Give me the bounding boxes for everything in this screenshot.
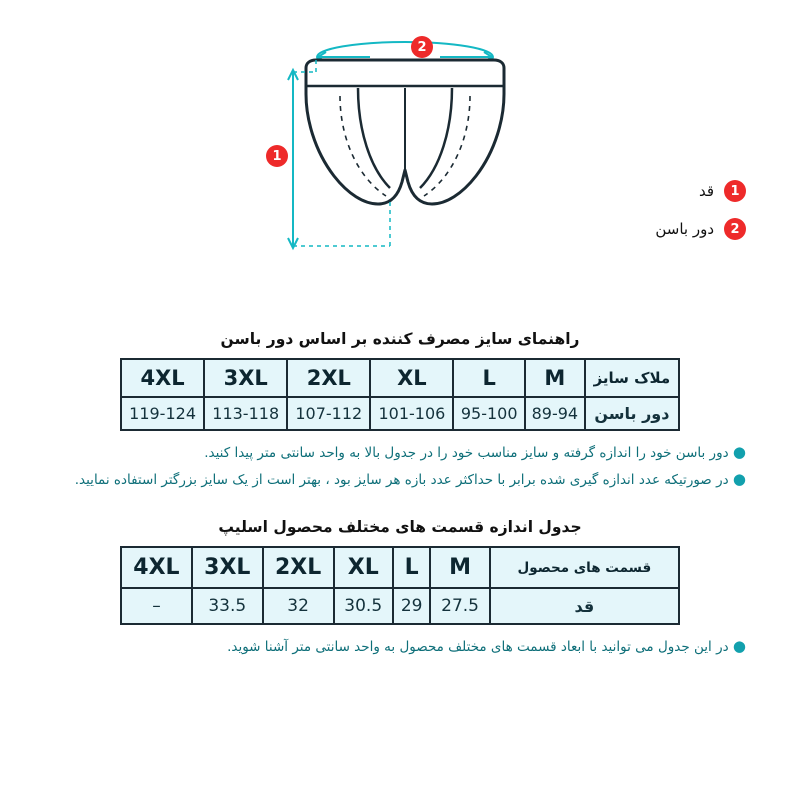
product-parts-title: جدول اندازه قسمت های مختلف محصول اسلیپ: [218, 518, 582, 537]
bullet-icon: ●: [732, 443, 746, 461]
table-row: [121, 397, 679, 430]
measurement-diagram: [0, 0, 800, 330]
length-value-2xl: 32: [263, 588, 334, 624]
hip-measure-label: دور باسن: [585, 397, 679, 430]
size-criteria-header: ملاک سایز: [585, 359, 679, 397]
legend-label-1: قد: [698, 182, 714, 200]
hip-value-l: 95-100: [453, 397, 524, 430]
size-col-xl: XL: [370, 359, 453, 397]
hip-value-4xl: 119-124: [121, 397, 204, 430]
parts-col-4xl: 4XL: [121, 547, 192, 588]
size-col-l: L: [453, 359, 524, 397]
length-value-3xl: 33.5: [192, 588, 263, 624]
length-value-m: 27.5: [430, 588, 489, 624]
legend-badge-1: 1: [724, 180, 746, 202]
product-parts-notes: [20, 625, 780, 660]
bullet-icon: ●: [732, 637, 746, 656]
size-guide-title: راهنمای سایز مصرف کننده بر اساس دور باسن: [220, 330, 580, 348]
size-col-2xl: 2XL: [287, 359, 370, 397]
length-measure-label: قد: [490, 588, 679, 624]
size-guide-notes: [20, 431, 780, 492]
table-row-header: [121, 547, 679, 588]
product-parts-section: [0, 518, 800, 660]
note-line-3: [54, 633, 746, 660]
length-value-xl: 30.5: [334, 588, 393, 624]
badge-1-marker: 1: [266, 145, 288, 167]
hip-value-xl: 101-106: [370, 397, 453, 430]
table-row-header: [121, 359, 679, 397]
bullet-icon: ●: [732, 469, 746, 488]
parts-col-m: M: [430, 547, 489, 588]
length-value-l: 29: [393, 588, 430, 624]
note-text-3: در این جدول می توانید با ابعاد قسمت های مختلف محصول به واحد سانتی متر آشنا شوید.: [227, 639, 729, 656]
briefs-illustration-icon: [240, 10, 570, 280]
length-value-4xl: –: [121, 588, 192, 624]
parts-header: قسمت های محصول: [490, 547, 679, 588]
note-line-2: [54, 466, 746, 493]
parts-col-2xl: 2XL: [263, 547, 334, 588]
size-col-4xl: 4XL: [121, 359, 204, 397]
legend-item-1: [576, 180, 746, 202]
parts-col-l: L: [393, 547, 430, 588]
size-col-3xl: 3XL: [204, 359, 287, 397]
hip-value-3xl: 113-118: [204, 397, 287, 430]
hip-value-2xl: 107-112: [287, 397, 370, 430]
parts-col-3xl: 3XL: [192, 547, 263, 588]
size-guide-table: [120, 358, 680, 431]
size-guide-section: [0, 330, 800, 492]
legend-item-2: [576, 218, 746, 240]
product-parts-table: [120, 546, 680, 625]
legend-label-2: دور باسن: [655, 220, 714, 238]
legend-badge-2: 2: [724, 218, 746, 240]
diagram-legend: [576, 180, 746, 256]
note-line-1: [54, 439, 746, 466]
parts-col-xl: XL: [334, 547, 393, 588]
badge-2-marker: 2: [411, 36, 433, 58]
note-text-1: دور باسن خود را اندازه گرفته و سایز مناسب خود را در جدول بالا به واحد سانتی متر پیدا کنید.: [204, 445, 729, 461]
note-text-2: در صورتیکه عدد اندازه گیری شده برابر با حداکثر عدد بازه هر سایز بود ، بهتر است از یک سایز بزرگتر استفاده نمایید.: [74, 471, 729, 488]
table-row: [121, 588, 679, 624]
size-col-m: M: [525, 359, 585, 397]
hip-value-m: 89-94: [525, 397, 585, 430]
